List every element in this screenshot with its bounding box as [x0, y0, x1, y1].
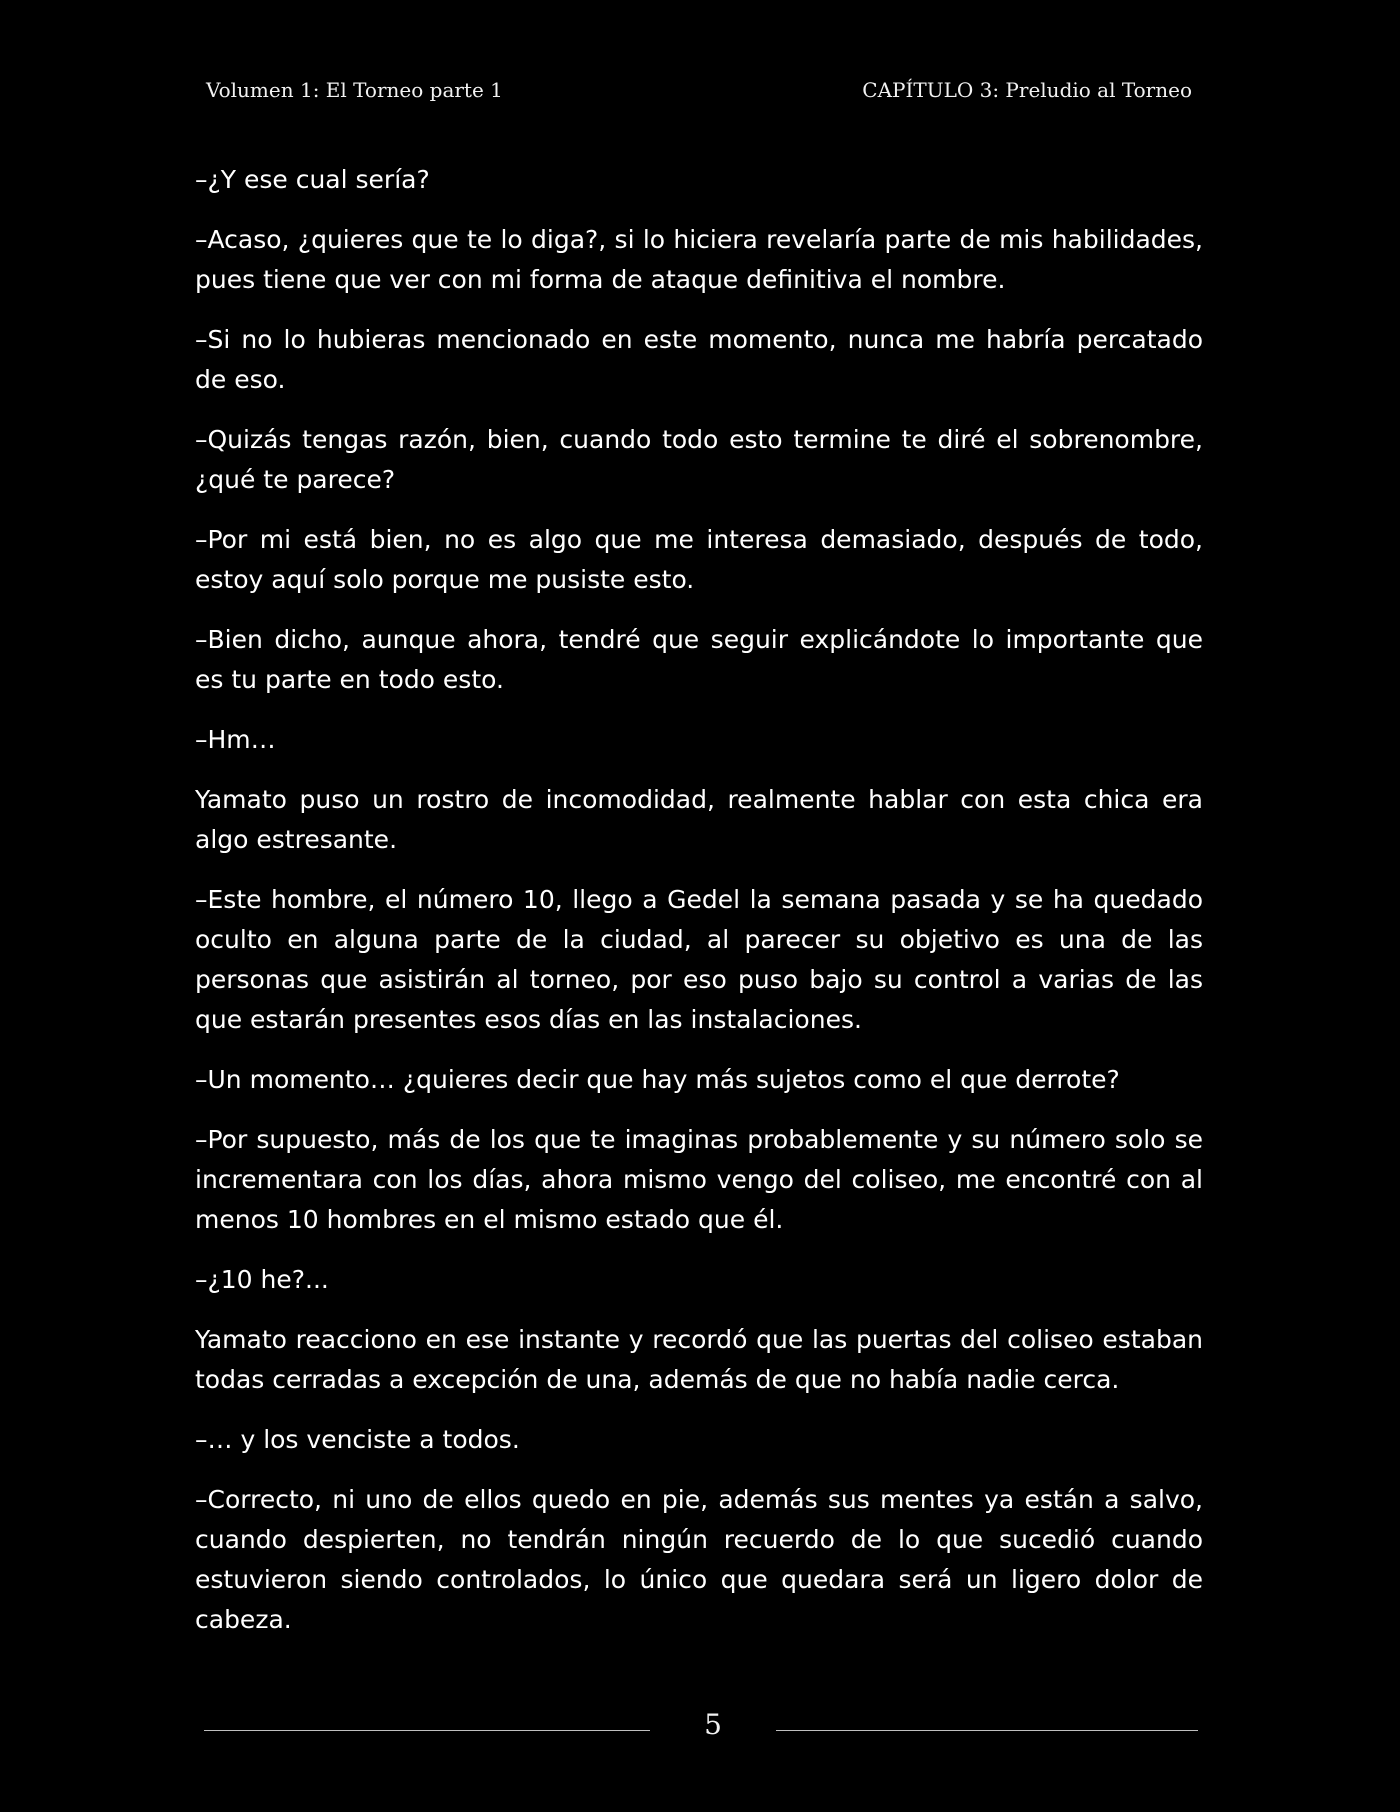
paragraph: –Bien dicho, aunque ahora, tendré que seguir explicándote lo importante que es tu parte en todo esto.	[195, 625, 1203, 694]
paragraph: Yamato reacciono en ese instante y recordó que las puertas del coliseo estaban todas cerradas a excepción de una, además de que no había nadie cerca.	[195, 1325, 1203, 1394]
page-footer	[204, 1708, 1198, 1758]
paragraph: –Por supuesto, más de los que te imaginas probablemente y su número solo se incrementara con los días, ahora mismo vengo del coliseo, me encontré con al menos 10 hombres en el mismo estado que él.	[195, 1125, 1203, 1234]
page-number: 5	[704, 1708, 722, 1741]
paragraph: –Quizás tengas razón, bien, cuando todo esto termine te diré el sobrenombre, ¿qué te parece?	[195, 425, 1203, 494]
page-header	[206, 78, 1192, 108]
running-header-chapter: CAPÍTULO 3: Preludio al Torneo	[862, 78, 1192, 102]
paragraph: –Un momento… ¿quieres decir que hay más sujetos como el que derrote?	[195, 1065, 1120, 1094]
paragraph: –Correcto, ni uno de ellos quedo en pie, además sus mentes ya están a salvo, cuando despierten, no tendrán ningún recuerdo de lo que sucedió cuando estuvieron siendo controlados, lo único que quedara será un ligero dolor de cabeza.	[195, 1485, 1203, 1634]
footer-rule-right	[776, 1730, 1198, 1731]
paragraph: –Por mi está bien, no es algo que me interesa demasiado, después de todo, estoy aquí solo porque me pusiste esto.	[195, 525, 1203, 594]
paragraph: Yamato puso un rostro de incomodidad, realmente hablar con esta chica era algo estresante.	[195, 785, 1203, 854]
paragraph: –Hm…	[195, 725, 276, 754]
paragraph: –… y los venciste a todos.	[195, 1425, 520, 1454]
running-header-volume: Volumen 1: El Torneo parte 1	[206, 78, 503, 102]
footer-rule-left	[204, 1730, 650, 1731]
paragraph: –Este hombre, el número 10, llego a Gedel la semana pasada y se ha quedado oculto en alguna parte de la ciudad, al parecer su objetivo es una de las personas que asistirán al torneo, por eso puso bajo su control a varias de las que estarán presentes esos días en las instalaciones.	[195, 885, 1203, 1034]
paragraph: –¿Y ese cual sería?	[195, 165, 430, 194]
body-text	[195, 160, 1203, 1660]
paragraph: –Si no lo hubieras mencionado en este momento, nunca me habría percatado de eso.	[195, 325, 1203, 394]
paragraph: –Acaso, ¿quieres que te lo diga?, si lo hiciera revelaría parte de mis habilidades, pues tiene que ver con mi forma de ataque definitiva el nombre.	[195, 225, 1203, 294]
paragraph: –¿10 he?...	[195, 1265, 329, 1294]
